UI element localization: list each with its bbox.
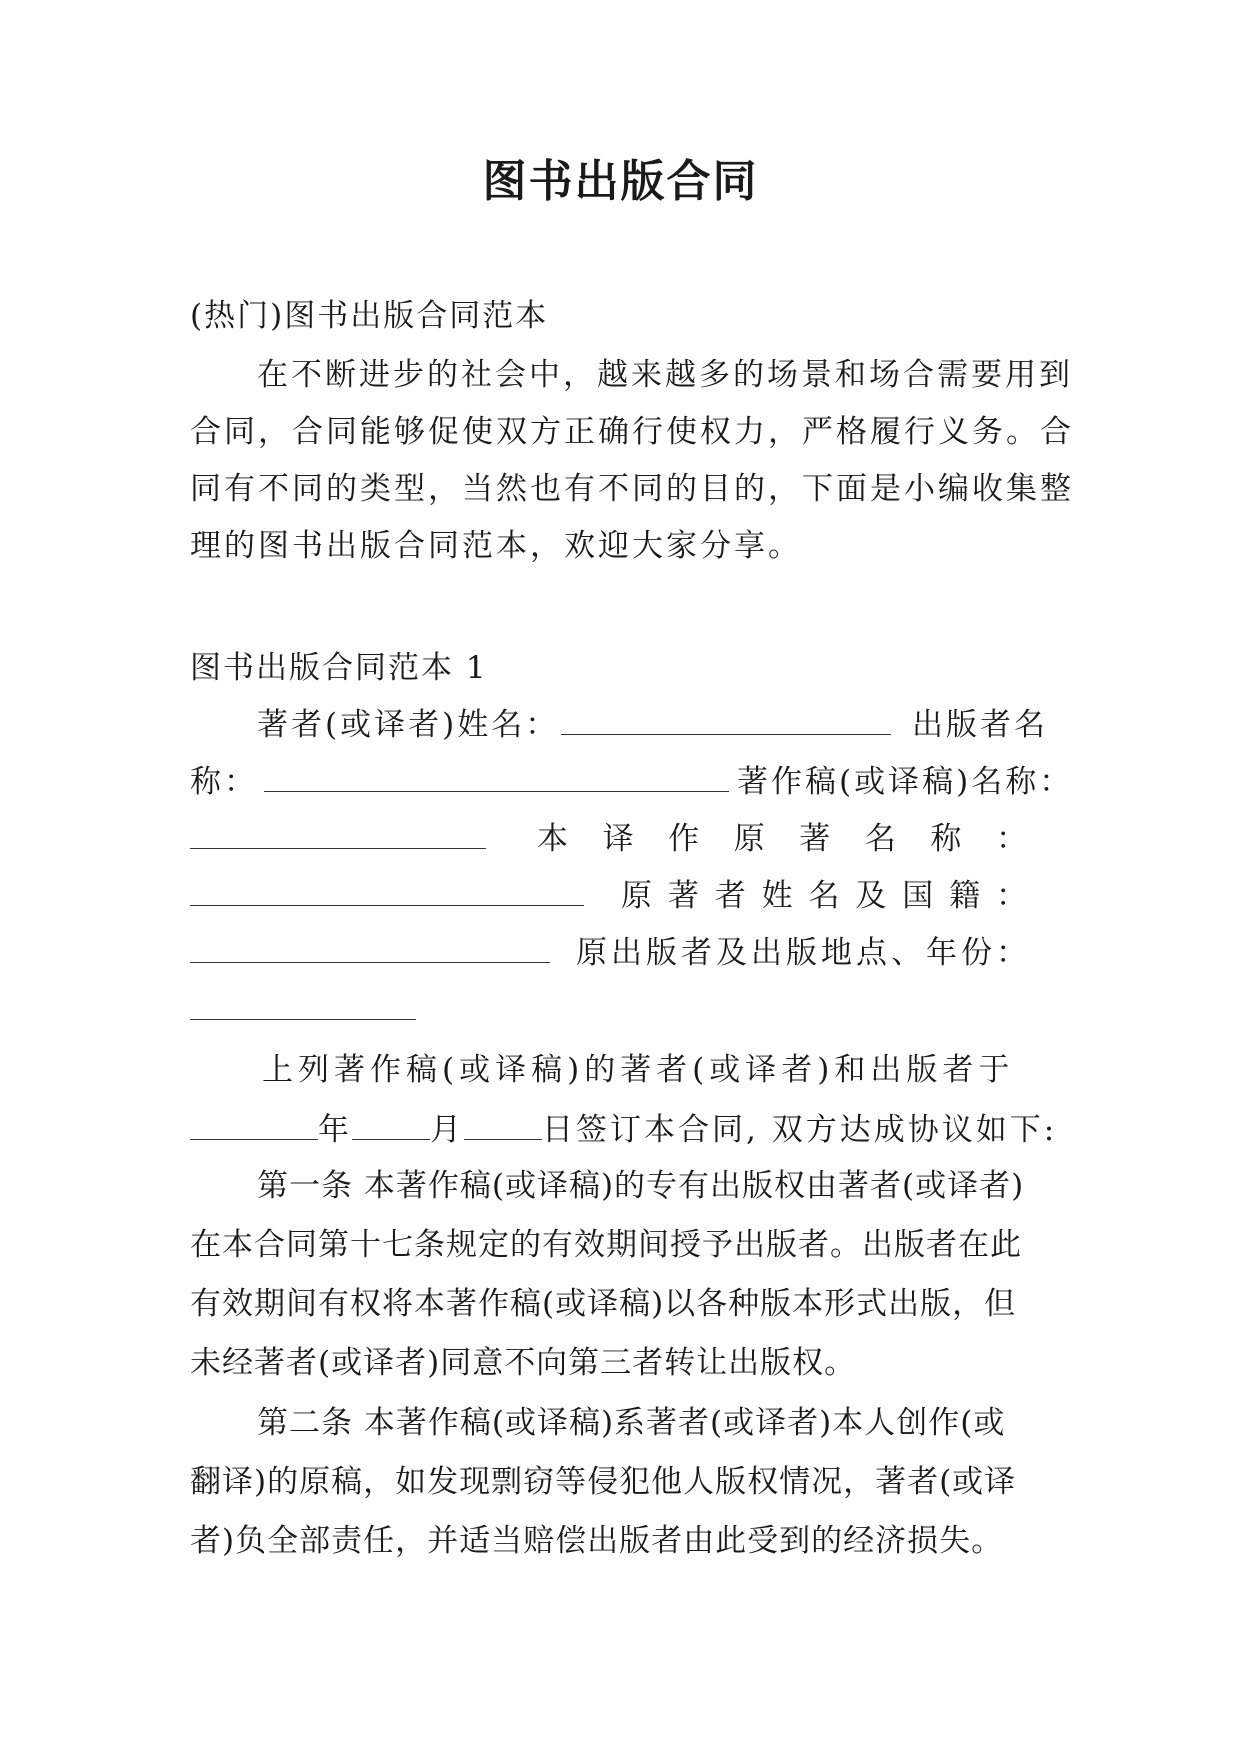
- publisher-label-part1: 出版者名: [912, 707, 1048, 743]
- article-1-line: 在本合同第十七条规定的有效期间授予出版者。出版者在此: [190, 1227, 1022, 1263]
- field-row-author: [257, 705, 891, 745]
- intro-line: 合同，合同能够促使双方正确行使权力，严格履行义务。合: [190, 414, 1074, 450]
- original-title-blank[interactable]: [190, 877, 584, 906]
- signing-date-line: [190, 1110, 1057, 1150]
- year-blank[interactable]: [190, 1111, 318, 1140]
- day-label: 日签订本合同, 双方达成协议如下:: [542, 1112, 1058, 1148]
- month-blank[interactable]: [352, 1111, 430, 1140]
- author-label: 著者(或译者)姓名：: [257, 707, 560, 743]
- field-row-work-title: [190, 819, 486, 859]
- signing-line: 上列著作稿(或译稿)的著者(或译者)和出版者于: [262, 1052, 1015, 1088]
- document-subtitle: (热门)图书出版合同范本: [190, 298, 549, 334]
- field-row-original-author: [190, 933, 550, 973]
- year-label: 年: [318, 1112, 352, 1148]
- author-blank[interactable]: [561, 706, 891, 735]
- publisher-label-part2: 称：: [190, 764, 258, 800]
- intro-line: 同有不同的类型，当然也有不同的目的，下面是小编收集整: [190, 471, 1074, 507]
- intro-line: 理的图书出版合同范本，欢迎大家分享。: [190, 528, 802, 564]
- article-1-line: 有效期间有权将本著作稿(或译稿)以各种版本形式出版，但: [190, 1286, 1017, 1322]
- work-title-blank[interactable]: [190, 820, 486, 849]
- day-blank[interactable]: [464, 1111, 542, 1140]
- work-title-label: 著作稿(或译稿)名称：: [737, 764, 1074, 800]
- original-title-label: 本 译 作 原 著 名 称 ：: [537, 821, 1027, 857]
- original-publisher-blank[interactable]: [190, 991, 416, 1020]
- field-row-original-title: [190, 876, 584, 916]
- article-2-line: 者)负全部责任，并适当赔偿出版者由此受到的经济损失。: [190, 1523, 1004, 1559]
- month-label: 月: [430, 1112, 464, 1148]
- field-row-publisher: [190, 762, 729, 802]
- article-2-line: 翻译)的原稿，如发现剽窃等侵犯他人版权情况，著者(或译: [190, 1464, 1017, 1500]
- article-1-line: 第一条 本著作稿(或译稿)的专有出版权由著者(或译者): [257, 1168, 1025, 1204]
- publisher-blank[interactable]: [264, 763, 729, 792]
- intro-line: 在不断进步的社会中，越来越多的场景和场合需要用到: [257, 357, 1073, 393]
- section-heading: 图书出版合同范本 1: [190, 650, 488, 686]
- document-title: 图书出版合同: [482, 156, 759, 207]
- original-author-blank[interactable]: [190, 934, 550, 963]
- original-author-label: 原 著 者 姓 名 及 国 籍 ：: [621, 878, 1027, 914]
- article-1-line: 未经著者(或译者)同意不向第三者转让出版权。: [190, 1345, 857, 1381]
- article-2-line: 第二条 本著作稿(或译稿)系著者(或译者)本人创作(或: [257, 1405, 1006, 1441]
- original-publisher-label: 原出版者及出版地点、年份：: [576, 935, 1031, 971]
- field-row-original-publisher: [190, 990, 416, 1030]
